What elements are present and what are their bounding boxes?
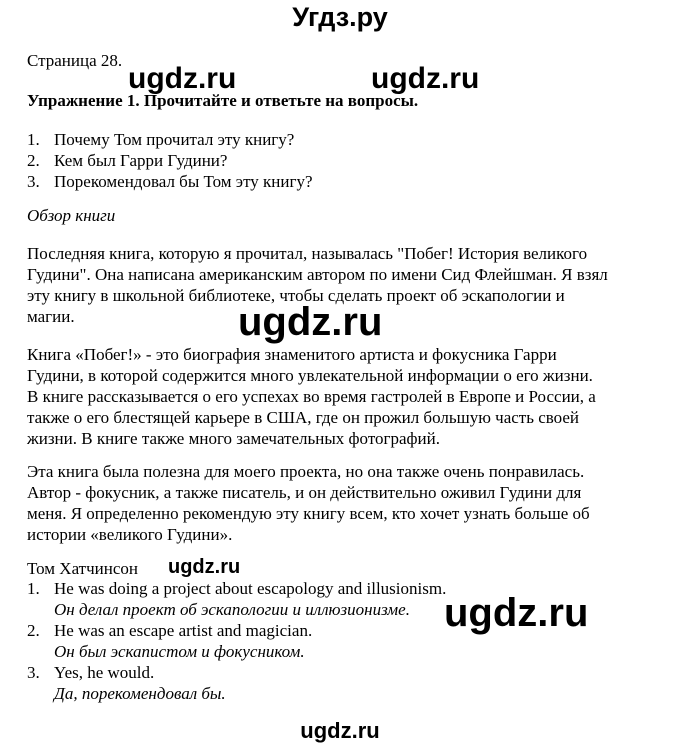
answer-item: 2. He was an escape artist and magician. Он был эскапистом и фокусником. — [27, 621, 313, 661]
question-item: 1. Почему Том прочитал эту книгу? — [27, 130, 295, 149]
paragraph-line: Гудини, в которой содержится много увлекательной информации о его жизни. — [27, 366, 593, 385]
paragraph-line: Эта книга была полезна для моего проекта, но она также очень понравилась. — [27, 462, 585, 481]
paragraph-line: эту книгу в школьной библиотеке, чтобы сделать проект об эскапологии и — [27, 286, 565, 305]
paragraph-line: Последняя книга, которую я прочитал, называлась "Побег! История великого — [27, 244, 588, 263]
question-item: 3. Порекомендовал бы Том эту книгу? — [27, 172, 313, 191]
paragraph-line: меня. Я определенно рекомендую эту книгу всем, кто хочет узнать больше об — [27, 504, 590, 523]
paragraph-line: истории «великого Гудини». — [27, 525, 233, 544]
paragraph-line: также о его блестящей карьере в США, где он прожил большую часть своей — [27, 408, 580, 427]
paragraph-line: В книге рассказывается о его успехах во время гастролей в Европе и России, а — [27, 387, 596, 406]
watermark-big-right: ugdz.ru — [444, 591, 589, 635]
questions-list — [27, 129, 313, 192]
answer-item: 3. Yes, he would. Да, порекомендовал бы. — [27, 663, 226, 703]
question-item: 2. Кем был Гарри Гудини? — [27, 151, 228, 170]
paragraph-line: Гудини". Она написана американским автором по имени Сид Флейшман. Я взял — [27, 265, 608, 284]
watermark-left: ugdz.ru — [128, 62, 237, 95]
watermark-right: ugdz.ru — [371, 62, 480, 95]
exercise-title: Упражнение 1. Прочитайте и ответьте на вопросы. — [27, 91, 419, 110]
review-paragraph-2 — [27, 344, 596, 449]
watermark-middle: ugdz.ru — [238, 300, 383, 344]
answer-item: 1. He was doing a project about escapology and illusionism. Он делал проект об эскапологии и иллюзионизме. — [27, 579, 447, 619]
paragraph-line: Автор - фокусник, а также писатель, и он действительно оживил Гудини для — [27, 483, 582, 502]
answers-list — [27, 578, 446, 704]
review-paragraph-1 — [27, 243, 608, 327]
paragraph-line: жизни. В книге также много замечательных фотографий. — [27, 429, 441, 448]
footer-watermark: ugdz.ru — [300, 718, 380, 743]
review-author: Том Хатчинсон — [27, 559, 138, 578]
review-heading: Обзор книги — [27, 206, 116, 225]
paragraph-line: магии. — [27, 307, 75, 326]
header-watermark: Угдз.ру — [292, 2, 388, 32]
paragraph-line: Книга «Побег!» - это биография знаменитого артиста и фокусника Гарри — [27, 345, 557, 364]
page-label: Страница 28. — [27, 51, 123, 70]
review-paragraph-3 — [27, 461, 590, 545]
watermark-small: ugdz.ru — [168, 556, 241, 578]
